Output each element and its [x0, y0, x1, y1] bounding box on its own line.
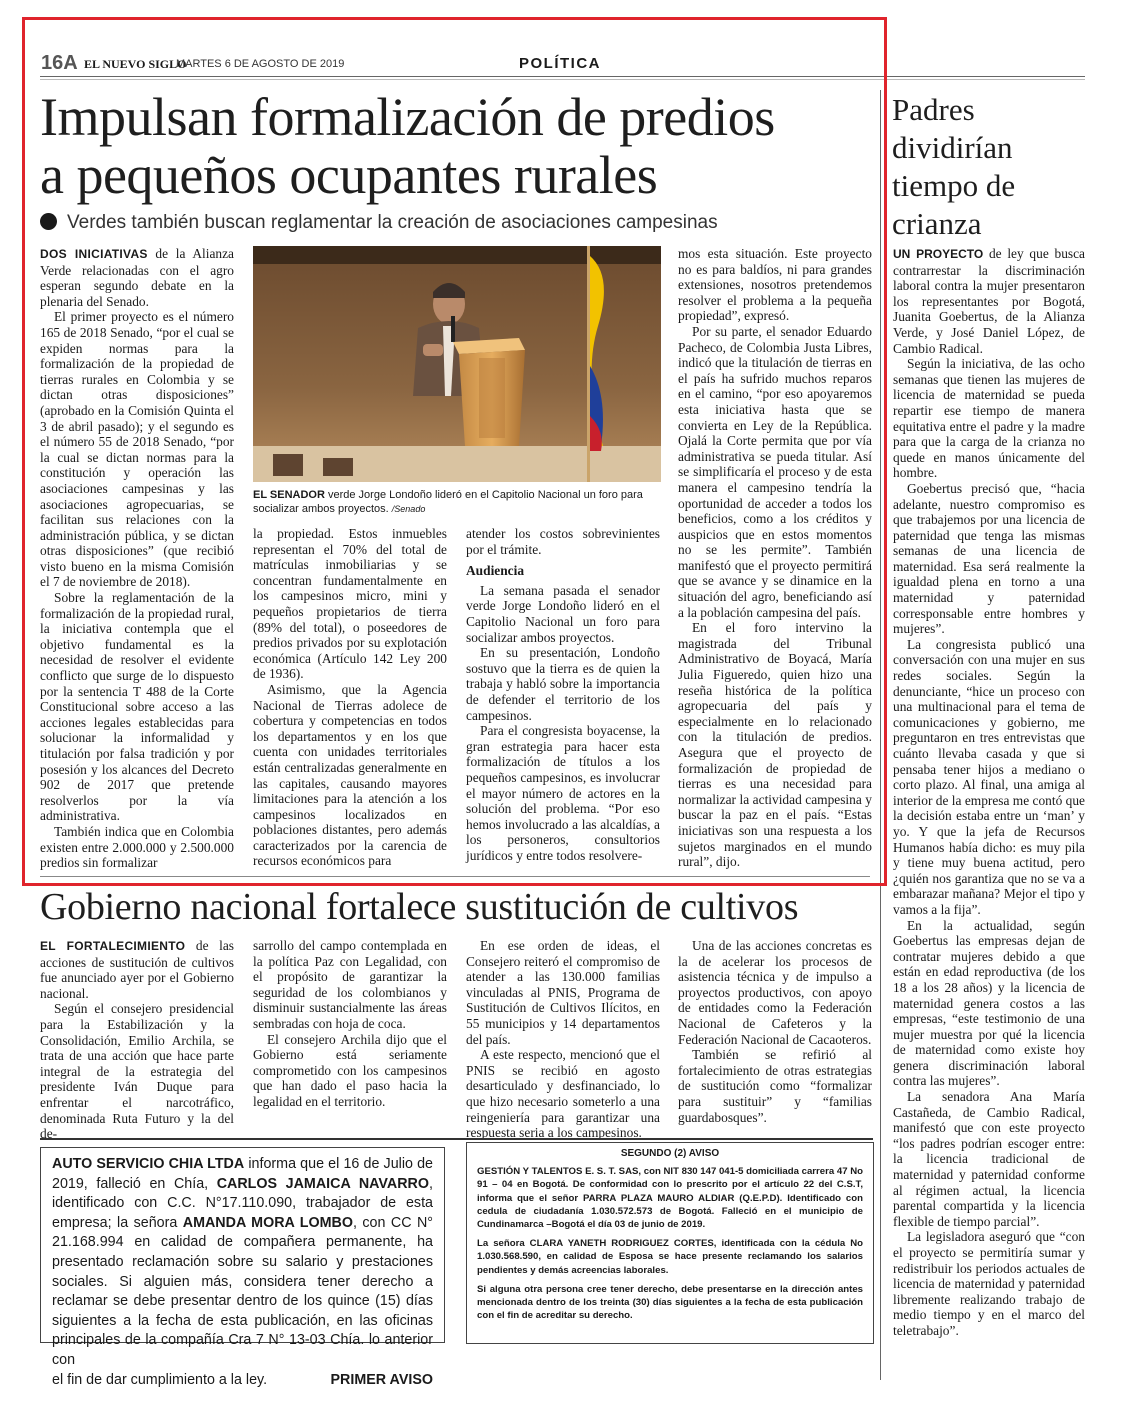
paragraph-text: de la Alianza Verde relacionadas con el agro esperan segundo debate en la plenaria del Senado.	[40, 246, 234, 309]
kicker: EL FORTALECIMIENTO	[40, 939, 186, 953]
paragraph	[893, 246, 1085, 356]
ad-text: , con CC N° 21.168.994 en calidad de compañera permanente, ha presentado reclamación sobre su salario y prestaciones sociales. Si alguien más, considera tener derecho a reclamar se debe presentar dentro de los quince (15) días siguientes a la fecha de esta publicación, en las oficinas principales de la compañía Cra 7 N° 13-03 Chía. lo anterior con	[52, 1214, 433, 1368]
page-number: 16A	[41, 52, 78, 74]
sidebar-story-column	[893, 246, 1085, 1339]
second-story-column-4	[678, 938, 872, 1125]
ads-divider	[40, 1138, 873, 1140]
second-headline: Gobierno nacional fortalece sustitución de cultivos	[40, 886, 799, 928]
paragraph: A este respecto, mencionó que el PNIS se recibió en agosto desarticulado y desfinanciado, lo que hizo necesario someterlo a una reingeniería para garantizar una respuesta seria a los campesinos.	[466, 1047, 660, 1141]
paragraph-text: de ley que busca contrarrestar la discriminación laboral contra la mujer presentaron los representantes por Bogotá, Juanita Goebertus, de la Alianza Verde, y José Daniel López, de Cambio Radical.	[893, 246, 1086, 356]
section-title: POLÍTICA	[519, 55, 601, 72]
paragraph-text: de las acciones de sustitución de cultivos fue anunciado ayer por el Gobierno nacional.	[40, 938, 234, 1001]
kicker: UN PROYECTO	[893, 247, 984, 261]
paragraph: Según el consejero presidencial para la Estabilización y la Consolidación, Emilio Archila, se trata de una acción que hace parte integral de la estrategia del presidente Iván Duque para enfrentar el narcotráfico, denominada Ruta Futuro y la del de-	[40, 1001, 234, 1142]
paragraph	[40, 938, 234, 1001]
paragraph: Una de las acciones concretas es la de acelerar los procesos de asistencia técnica y de impulso a proyectos productivos, con apoyo de entidades como la Federación Nacional de Cafeteros y la Federación Nacional de Cacaoteros.	[678, 938, 872, 1047]
legal-notice-ad-left	[40, 1147, 445, 1388]
second-story-column-1	[40, 938, 234, 1142]
ad-claimant-name: AMANDA MORA LOMBO	[182, 1214, 353, 1231]
paragraph: En ese orden de ideas, el Consejero reiteró el compromiso de atender a las 130.000 familias vinculadas al PNIS, Programa de Sustitución de Cultivos Ilícitos, en 55 municipios y 14 departamentos del país.	[466, 938, 660, 1047]
ad-paragraph: GESTIÓN Y TALENTOS E. S. T. SAS, con NIT 830 147 041-5 domiciliada carrera 47 No 91 – 04 en Bogotá. De conformidad con lo prescrito por el artículo 22 del C.S.T, informa que el señor PARRA PLAZA MAURO ALDIAR (Q.E.P.D). Identificado con cedula de ciudadanía 1.030.572.573 de Bogotá. Falleció en el municipio de Cundinamarca –Bogotá el día 03 de junio de 2019.	[477, 1166, 863, 1231]
main-subhead-text: Verdes también buscan reglamentar la creación de asociaciones campesinas	[67, 212, 718, 233]
paragraph: Por su parte, el senador Eduardo Pacheco, de Colombia Justa Libres, indicó que la titulación de tierras en el país ha sufrido muchos reparos en el camino, “por eso apoyaremos esta iniciativa hasta que se convierta en Ley de la República. Ojalá la Corte permita que por vía administrativa se pueda titular. Así se simplificaría el proceso y de esta manera el campesino tendría la oportunidad de acceder a todos los beneficios, como a los créditos y auspicios que en estos momentos no se les permite”. También manifestó que el proyecto permitirá que se avance y se dinamice en la situación del agro, beneficiando así a la población campesina del país.	[678, 323, 872, 620]
kicker: DOS INICIATIVAS	[40, 247, 148, 261]
paragraph: El primer proyecto es el número 165 de 2018 Senado, “por el cual se expiden normas para la formalización de la propiedad de tierras rurales en Colombia y se dictan otras disposiciones” (aprobado en la Comisión Quinta el 3 de abril pasado); y el segundo es el número 55 de 2018 Senado, “por la cual se dictan normas para la constitución y operación las asociaciones campesinas y las asociaciones agropecuarias, se facilitan sus relaciones con la administración pública, y se dictan otras disposiciones” (que recibió visto bueno en la misma Comisión el 7 de noviembre de 2018).	[40, 309, 234, 590]
photo-credit: /Senado	[391, 503, 426, 514]
legal-notice-ad-right	[466, 1142, 874, 1344]
newspaper-name: EL NUEVO SIGLO	[84, 57, 187, 71]
main-headline-line2: a pequeños ocupantes rurales	[40, 145, 658, 205]
paragraph: La legisladora aseguró que “con el proyecto se permitiría sumar y redistribuir los periodos actuales de licencia de maternidad y paternidad libremente realizando trabajo de medio tiempo y en el marco del teletrabajo”.	[893, 1229, 1085, 1338]
ad-paragraph: La señora CLARA YANETH RODRIGUEZ CORTES, identificada con la cédula No 1.030.568.590, en calidad de Esposa se hace presente reclamando los salarios pendientes y demás acreencias laborales.	[477, 1238, 863, 1276]
paragraph: Según la iniciativa, de las ocho semanas que tienen las mujeres de licencia de maternidad se pueda repartir ese tiempo de manera equitativa entre el padre y la madre para que la carga de la crianza no quede en manos únicamente del hombre.	[893, 356, 1085, 481]
ad-notice-label: PRIMER AVISO	[330, 1371, 433, 1388]
ad-text: , identificado con C.C. N°17.110.090, trabajador de esta empresa; la señora	[52, 1175, 433, 1231]
paragraph: sarrollo del campo contemplada en la política Paz con Legalidad, con el propósito de garantizar la seguridad de los colombianos y disminuir sustancialmente las áreas sembradas con hoja de coca.	[253, 938, 447, 1031]
section-subhead: Audiencia	[466, 563, 525, 579]
paragraph: La congresista publicó una conversación con una mujer en sus redes sociales. Según la denunciante, “hice un proceso con una multinacional para el tema de comunicaciones y gobierno, me preguntaron en tres entrevistas que cuánto llevaba casada y que si pensaba tener hijos a mediano o corto plazo. Al final, una amiga al interior de la empresa me contó que la decisión estaba entre un ‘man’ y yo. Y que la jefa de Recursos Humanos había dicho: es muy pila y tiene muy buena actitud, pero ¿quién nos garantiza que no se va a embarazar mañana? Mejor el tipo y vamos a la fija”.	[893, 636, 1085, 917]
paragraph: atender los costos sobrevinientes por el trámite.	[466, 526, 660, 557]
main-headline-line1: Impulsan formalización de predios	[40, 87, 775, 147]
paragraph: En su presentación, Londoño sostuvo que la tierra es de quien la trabaja y habló sobre la importancia de defender el territorio de los campesinos.	[466, 645, 660, 723]
second-story-column-3	[466, 938, 660, 1141]
paragraph: También se refirió al fortalecimiento de otras estrategias de sustitución como “formalizar para sustituir” y “familias guardabosques”.	[678, 1047, 872, 1125]
paragraph: Para el congresista boyacense, la gran estrategia para hacer esta formalización de títulos a los pequeños campesinos, es involucrar el mayor número de actores en la solución del problema. “Por eso hemos involucrado a las alcaldías, a los personeros, consultorios jurídicos y entre todos resolvere-	[466, 723, 660, 863]
paragraph: La senadora Ana María Castañeda, de Cambio Radical, manifestó que con este proyecto “los padres podrían escoger entre: la licencia tradicional de maternidad y paternidad conforme al régimen actual, la licencia parental compartida y la licencia flexible de tiempo parcial”.	[893, 1089, 1085, 1229]
ad-text: el fin de dar cumplimiento a la ley.	[52, 1371, 268, 1388]
paragraph: Sobre la reglamentación de la formalización de la propiedad rural, la iniciativa contempla que el objetivo fundamental es la necesidad de resolver el evidente conflicto que surge de lo dispuesto por la sentencia T 488 de la Corte Constitucional sobre acceso a las acciones legales establecidas para solucionar la informalidad y titulación por falsa tradición y por posesión y los alcances del Decreto 902 de 2017 que pretende resolverlos por la vía administrativa.	[40, 590, 234, 824]
paragraph: La semana pasada el senador verde Jorge Londoño lideró en el Capitolio Nacional un foro para socializar ambos proyectos.	[466, 582, 660, 645]
paragraph: mos esta situación. Este proyecto no es para baldíos, ni para grandes extensiones, nosotros pretendemos resolver el problema a la pequeña propiedad”, expresó.	[678, 246, 872, 324]
sidebar-headline: Padres dividirían tiempo de crianza	[892, 92, 1016, 241]
ad-footer	[52, 1371, 433, 1391]
caption-lead: EL SENADOR	[253, 489, 325, 501]
selection-frame	[22, 17, 887, 886]
paragraph: En la actualidad, según Goebertus las empresas dejan de contratar mujeres debido a que están en edad reproductiva (de los 18 a los 28 años) y la licencia de maternidad genera costos a las empresas, “este testimonio de una mujer muestra por qué la licencia de maternidad como existe hoy genera discriminación laboral contra las mujeres”.	[893, 917, 1085, 1089]
ad-text: informa que el 16 de Julio de 2019, falleció en Chía,	[52, 1156, 433, 1192]
ad-deceased-name: CARLOS JAMAICA NAVARRO	[216, 1175, 429, 1192]
ad-paragraph: Si alguna otra persona cree tener derecho, debe presentarse en la dirección antes mencionada dentro de los treinta (30) días siguientes a la fecha de esta publicación con el fin de acreditar su derecho.	[477, 1283, 863, 1322]
caption-text: verde Jorge Londoño lideró en el Capitolio Nacional un foro para socializar ambos proyectos.	[253, 489, 643, 515]
ad-company: AUTO SERVICIO CHIA LTDA	[52, 1156, 245, 1172]
second-story-column-2	[253, 938, 447, 1110]
paragraph: En el foro intervino la magistrada del Tribunal Administrativo de Boyacá, María Julia Figueredo, quien hizo una reseña histórica de la política agropecuaria del país y especialmente en lo relacionado con la titulación de predios. Asegura que el proyecto de formalización de propiedad de tierras es una necesidad para normalizar la actividad campesina y buscar la paz en el país. “Estas iniciativas son una respuesta a los sujetos marginados en el mundo rural”, dijo.	[678, 620, 872, 870]
paragraph: También indica que en Colombia existen entre 2.000.000 y 2.500.000 predios sin formalizar	[40, 823, 234, 871]
ad-title: SEGUNDO (2) AVISO	[620, 1148, 720, 1159]
paragraph: Asimismo, que la Agencia Nacional de Tierras adolece de cobertura y competencias en todos los departamentos y en los que cuenta con unidades territoriales están centralizadas generalmente en las capitales, causando mayores limitaciones para la atención a los campesinos localizados en poblaciones distantes, pero además caracterizados por la carencia de recursos económicos para	[253, 681, 447, 869]
ad-body	[52, 1155, 433, 1371]
paragraph: El consejero Archila dijo que el Gobierno está seriamente comprometido con los campesinos que han dado el paso hacia la legalidad en el territorio.	[253, 1031, 447, 1109]
paragraph: Goebertus precisó que, “hacia adelante, nuestro compromiso es que trabajemos por una licencia de paternidad que tenga las mismas semanas de una licencia de maternidad. Esa será realmente la igualdad plena en torno a una maternidad y paternidad corresponsable entre hombres y mujeres”.	[893, 480, 1085, 637]
issue-date: MARTES 6 DE AGOSTO DE 2019	[176, 58, 345, 70]
paragraph: la propiedad. Estos inmuebles representan el 70% del total de matrículas inmobiliarias y se concentran fundamentalmente en los campesinos micro, mini y pequeños propietarios de tierra (89% del total), o poseedores de predios privados por su explotación económica (Artículo 142 Ley 200 de 1936).	[253, 526, 447, 682]
